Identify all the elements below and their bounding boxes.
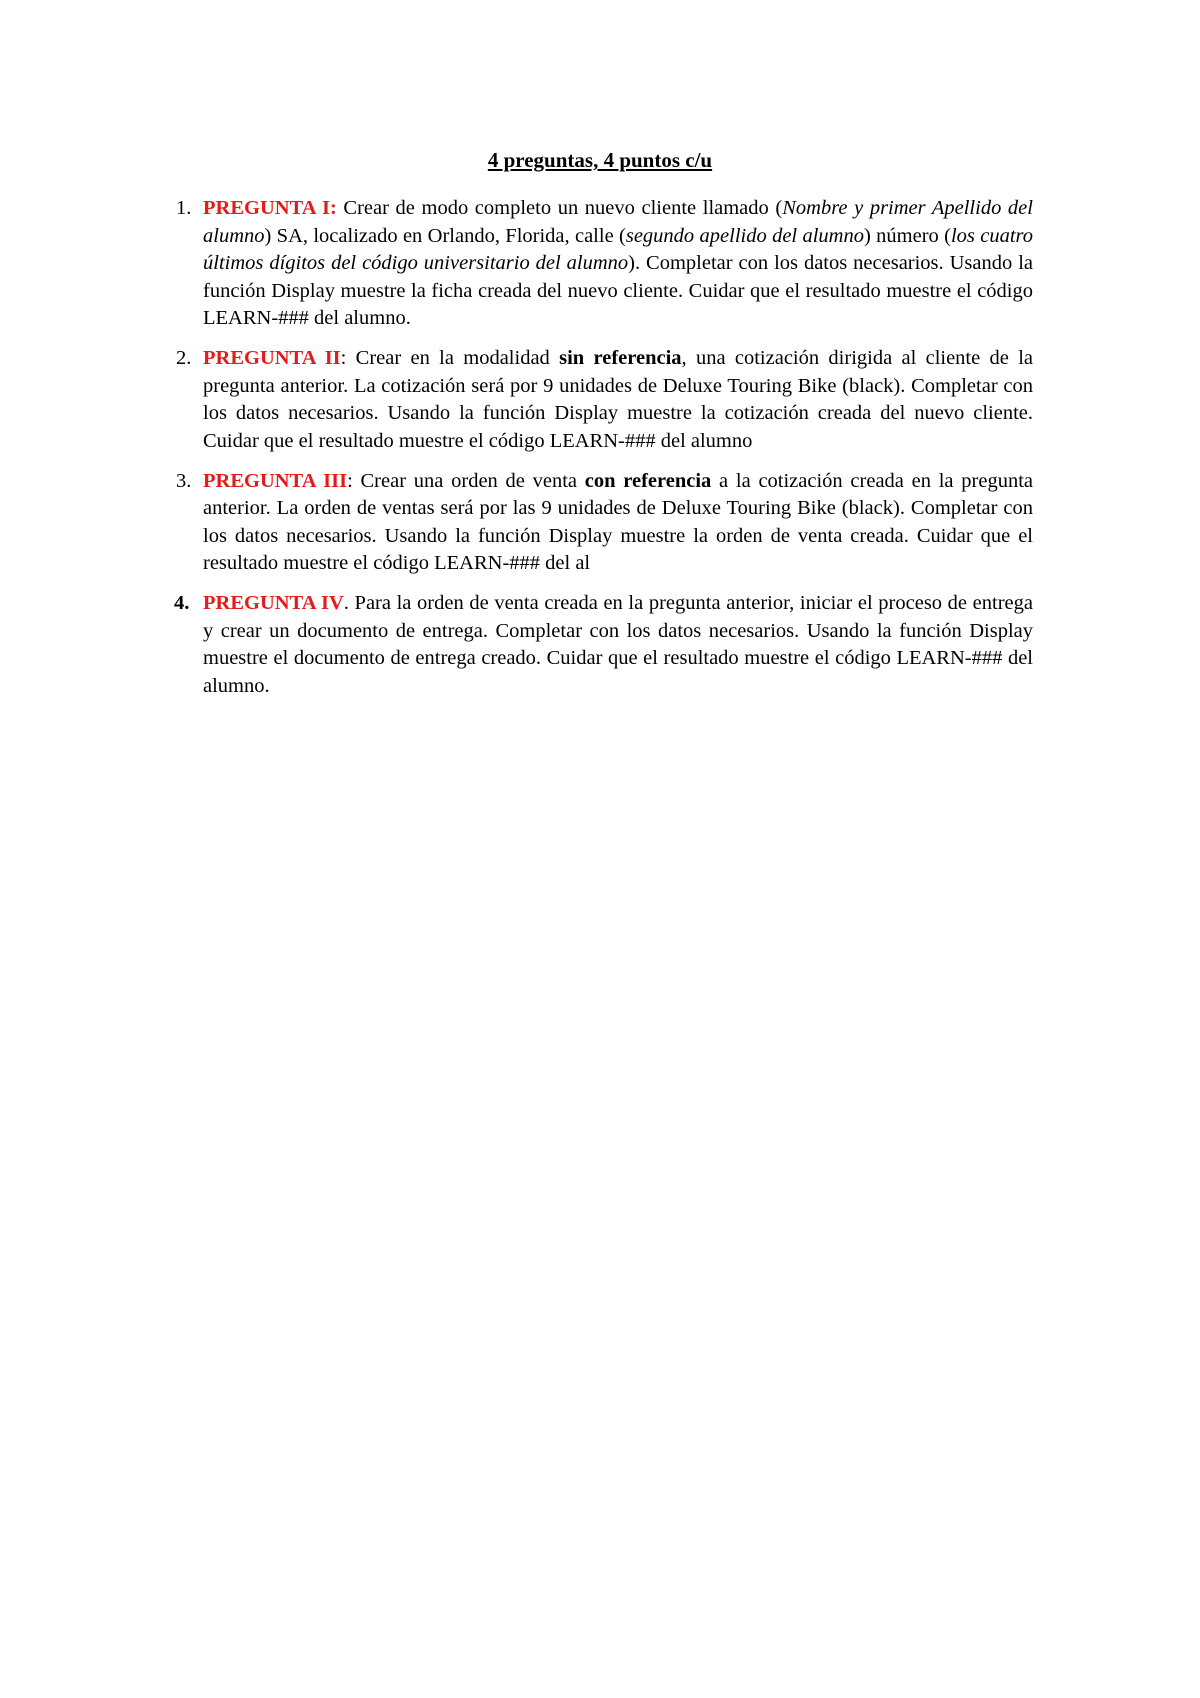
italic-text: segundo apellido del alumno [625, 224, 864, 247]
question-number: 1. [176, 197, 192, 219]
italic-text: los cuatro últimos dígitos del código universitario del alumno [203, 224, 1034, 274]
question-item [160, 590, 1033, 700]
question-label: PREGUNTA IV [203, 592, 344, 614]
question-list [160, 195, 1033, 713]
question-item [160, 468, 1033, 578]
question-label: PREGUNTA II [203, 347, 341, 369]
question-text: a la cotización creada en la pregunta anterior. La orden de ventas será por las 9 unidades de Deluxe Touring Bike (black). Completar con los datos necesarios. Usando la función Display muestre la orden de venta creada. Cuidar que el resultado muestre el código LEARN-### del al [203, 469, 1033, 574]
question-label: PREGUNTA III [203, 469, 348, 492]
question-item [160, 195, 1033, 333]
question-item [160, 345, 1033, 455]
question-text: , una cotización dirigida al cliente de la pregunta anterior. La cotización será por 9 unidades de Deluxe Touring Bike (black). Completar con los datos necesarios. Usando la función Display muestre la cotización creada del nuevo cliente. Cuidar que el resultado muestre el código LEARN-### del alumno [203, 347, 1033, 452]
question-number: 4. [174, 592, 190, 614]
question-text: . Para la orden de venta creada en la pregunta anterior, iniciar el proceso de entrega y crear un documento de entrega. Completar con los datos necesarios. Usando la función Display muestre el documento de entrega creado. Cuidar que el resultado muestre el código LEARN-### del alumno. [203, 592, 1033, 697]
bold-text: con referencia [584, 469, 712, 492]
bold-text: sin referencia [559, 347, 682, 369]
question-text: : Crear una orden de venta [347, 469, 585, 492]
question-text: Crear de modo completo un nuevo cliente llamado ( [336, 197, 783, 219]
question-text: ). Completar con los datos necesarios. Usando la función Display muestre la ficha creada del nuevo cliente. Cuidar que el resultado muestre el código LEARN-### del alumno. [203, 252, 1033, 329]
page-title: 4 preguntas, 4 puntos c/u [487, 148, 713, 172]
question-number: 2. [176, 347, 192, 369]
question-text: ) SA, localizado en Orlando, Florida, calle ( [264, 224, 626, 247]
question-text: : Crear en la modalidad [340, 347, 560, 369]
italic-text: Nombre y primer Apellido del alumno [203, 197, 1033, 247]
question-number: 3. [176, 469, 192, 492]
question-text: ) número ( [863, 224, 951, 247]
question-label: PREGUNTA I: [203, 197, 337, 219]
